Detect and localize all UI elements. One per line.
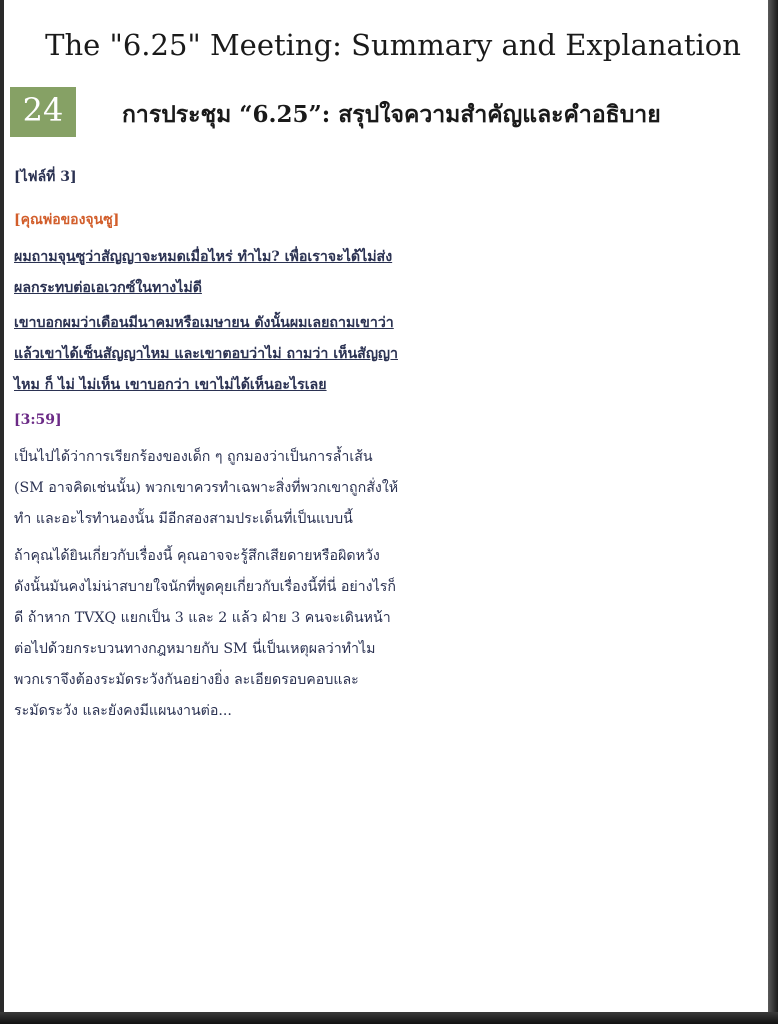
slide-number-badge: 24 xyxy=(10,87,76,137)
slide-shadow-bottom xyxy=(0,1012,778,1024)
slide-content xyxy=(14,162,400,733)
quote-paragraph-2: เขาบอกผมว่าเดือนมีนาคมหรือเมษายน ดังนั้นผมเลยถามเขาว่า แล้วเขาได้เซ็นสัญญาไหม และเขาตอบว่าไม่ ถามว่า เห็นสัญญาไหม ก็ ไม่ ไม่เห็น เขาบอกว่า เขาไม่ได้เห็นอะไรเลย xyxy=(14,315,398,393)
timestamp: [3:59] xyxy=(14,412,62,428)
speaker-label: [คุณพ่อของจุนซู] xyxy=(14,212,120,228)
file-label: [ไฟล์ที่ 3] xyxy=(14,169,77,185)
body-paragraph-2: ถ้าคุณได้ยินเกี่ยวกับเรื่องนี้ คุณอาจจะรู้สึกเสียดายหรือผิดหวัง ดังนั้นมันคงไม่น่าสบายใจนักที่พูดคุยเกี่ยวกับเรื่องนี้ที่นี่ อย่างไรก็ดี ถ้าหาก TVXQ แยกเป็น 3 และ 2 แล้ว ฝ่าย 3 คนจะเดินหน้าต่อไปด้วยกระบวนทางกฎหมายกับ SM นี่เป็นเหตุผลว่าทำไมพวกเราจึงต้องระมัดระวังกันอย่างยิ่ง ละเอียดรอบคอบและระมัดระวัง และยังคงมีแผนงานต่อ... xyxy=(14,548,396,719)
slide-title-english: The "6.25" Meeting: Summary and Explanation xyxy=(45,28,741,62)
body-paragraph-1: เป็นไปได้ว่าการเรียกร้องของเด็ก ๆ ถูกมองว่าเป็นการล้ำเส้น (SM อาจคิดเช่นนั้น) พวกเขาควรทำเฉพาะสิ่งที่พวกเขาถูกสั่งให้ทำ และอะไรทำนองนั้น มีอีกสองสามประเด็นที่เป็นแบบนี้ xyxy=(14,449,399,527)
quote-paragraph-1: ผมถามจุนซูว่าสัญญาจะหมดเมื่อไหร่ ทำไม? เพื่อเราจะได้ไม่ส่งผลกระทบต่อเอเวกซ์ในทางไม่ดี xyxy=(14,249,393,296)
slide-shadow-right xyxy=(768,0,778,1024)
slide-title-thai: การประชุม “6.25”: สรุปใจความสำคัญและคำอธิบาย xyxy=(122,101,661,128)
